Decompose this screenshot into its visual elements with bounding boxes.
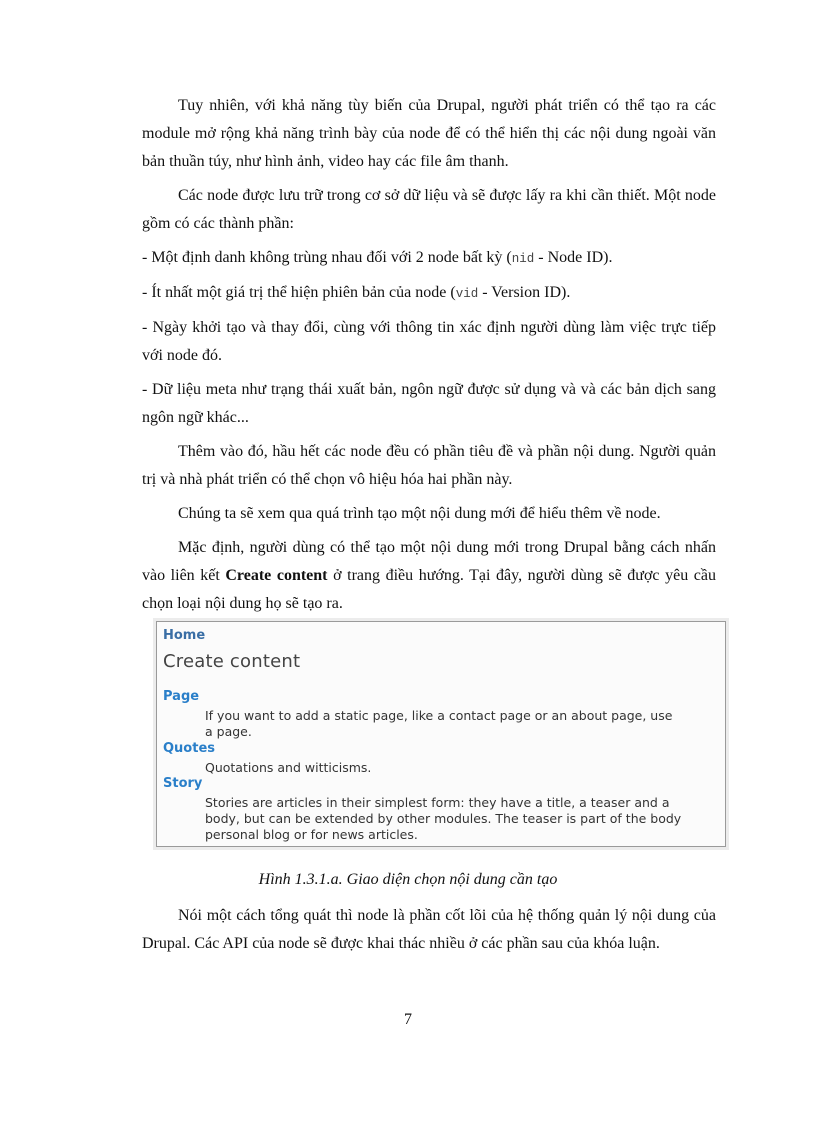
content-type-quotes-link[interactable]: Quotes (163, 741, 216, 756)
paragraph-node-storage: Các node được lưu trữ trong cơ sở dữ liệu và sẽ được lấy ra khi cần thiết. Một node gồm có các thành phần: (142, 187, 716, 232)
paragraph-customization: Tuy nhiên, với khả năng tùy biến của Drupal, người phát triển có thể tạo ra các module mở rộng khả năng trình bày của node để có thể hiển thị các nội dung ngoài văn bản thuần túy, như hình ảnh, video hay các file âm thanh. (142, 97, 716, 170)
body-text-top (142, 92, 716, 618)
bullet-node-id: - Một định danh không trùng nhau đối với 2 node bất kỳ (nid - Node ID). (142, 249, 613, 266)
paragraph-conclusion: Nói một cách tổng quát thì node là phần cốt lõi của hệ thống quản lý nội dung của Drupal. Các API của node sẽ được khai thác nhiều ở các phần sau của khóa luận. (142, 907, 716, 952)
paragraph-overview: Chúng ta sẽ xem qua quá trình tạo một nội dung mới để hiểu thêm về node. (178, 505, 661, 522)
create-content-screenshot (156, 621, 726, 847)
code-vid: vid (455, 287, 479, 301)
create-content-bold: Create content (225, 567, 328, 584)
breadcrumb-home-link[interactable]: Home (163, 628, 206, 643)
page-number: 7 (404, 1011, 412, 1028)
paragraph-create-content: Mặc định, người dùng có thể tạo một nội dung mới trong Drupal bằng cách nhấn vào liên kết Create content ở trang điều hướng. Tại đây, người dùng sẽ được yêu cầu chọn loại nội dung họ sẽ tạo ra. (142, 539, 716, 612)
paragraph-title-body: Thêm vào đó, hầu hết các node đều có phần tiêu đề và phần nội dung. Người quản trị và nhà phát triển có thể chọn vô hiệu hóa hai phần này. (142, 443, 716, 488)
figure-page-title: Create content (163, 651, 301, 672)
content-type-page-description: If you want to add a static page, like a contact page or an about page, use a page. (205, 708, 673, 739)
bullet-version-id: - Ít nhất một giá trị thể hiện phiên bản của node (vid - Version ID). (142, 284, 571, 301)
bullet-metadata: - Dữ liệu meta như trạng thái xuất bản, ngôn ngữ được sử dụng và và các bản dịch sang ngôn ngữ khác... (142, 381, 716, 426)
body-text-bottom (142, 902, 716, 958)
content-type-story-description: Stories are articles in their simplest form: they have a title, a teaser and a body, but can be extended by other modules. The teaser is part of the body personal blog or for news articles. (205, 795, 682, 842)
content-type-story-link[interactable]: Story (163, 776, 203, 791)
bullet-dates: - Ngày khởi tạo và thay đổi, cùng với thông tin xác định người dùng làm việc trực tiếp với node đó. (142, 319, 716, 364)
content-type-quotes-description: Quotations and witticisms. (205, 760, 372, 775)
content-type-page-link[interactable]: Page (163, 689, 200, 704)
code-nid: nid (511, 252, 535, 266)
figure-caption: Hình 1.3.1.a. Giao diện chọn nội dung cần tạo (258, 871, 558, 888)
